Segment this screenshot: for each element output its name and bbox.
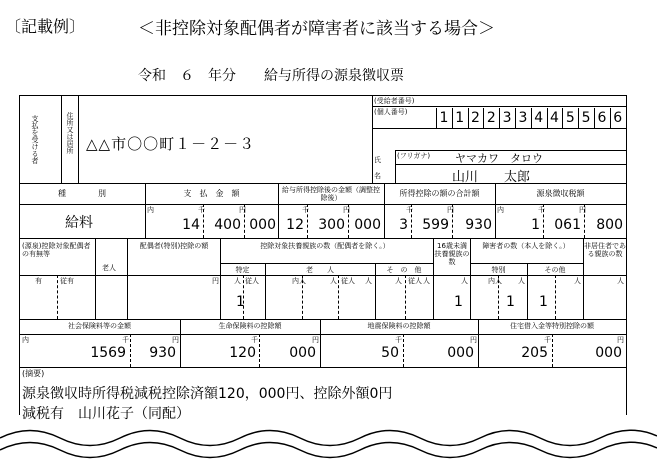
spouse-special-header: 配偶者(特別)控除の額 [139,242,209,250]
unit-en: 円 [617,336,624,344]
ded-ones: 599 [422,217,449,233]
disabled-special-header: 特別 [491,266,506,274]
unit-jyu: 従人 [408,277,422,285]
furigana-label: (フリガナ) [397,152,431,160]
housing-header: 住宅借入金等特別控除の額 [510,322,594,330]
unit-sen: 千 [198,206,205,214]
form-title: 令和 ６ 年分 給与所得の源泉徴収票 [138,68,404,84]
type-value: 給料 [65,215,93,231]
unit-uchi: 内 [497,206,504,214]
unit-uchi-nin: 内人 [292,277,306,285]
dependents-header: 控除対象扶養親族の数（配偶者を除く。） [260,242,390,250]
pay-thousands: 14 [182,217,200,233]
after-ones: 300 [318,217,345,233]
unit-sen: 千 [302,206,309,214]
pay-amount-header: 支 払 金 額 [183,189,240,198]
torn-edge [0,420,657,467]
unit-en: 円 [312,336,319,344]
furigana-value: ヤマカワ タロウ [455,152,543,165]
unit-nin: 人 [461,277,468,285]
quake-ins-header: 地震保険料の控除額 [367,322,431,330]
elder-header: 老 人 [306,266,334,274]
unit-nin: 人 [617,277,624,285]
summary-line-2: 減税有 山川花子（同配） [22,406,190,422]
unit-jyu: 従人 [245,277,259,285]
unit-en: 円 [212,277,219,285]
spouse-exist-header: (源泉)控除対象配偶者の有無等 [22,242,91,258]
ded-rest: 930 [465,217,492,233]
personal-no-label: (個人番号) [374,108,408,116]
life-rest: 000 [289,345,316,361]
personal-number-digit: 3 [502,110,512,126]
unit-nin: 人 [518,277,525,285]
quake-thousands: 50 [381,345,399,361]
disabled-special-count: 1 [506,294,515,310]
wh-ones: 061 [554,217,581,233]
deduction-total-header: 所得控除の額の合計額 [399,189,480,198]
unit-en: 円 [239,206,246,214]
disabled-header: 障害者の数（本人を除く。） [482,242,570,250]
under16-count: 1 [454,294,463,310]
personal-number-digit: 2 [471,110,480,126]
unit-en: 円 [172,336,179,344]
wh-thousands: 1 [531,217,540,233]
pay-rest: 000 [249,217,276,233]
unit-en: 円 [447,206,454,214]
heading: ＜非控除対象配偶者が障害者に該当する場合＞ [138,19,495,39]
unit-nin: 人 [574,277,581,285]
example-label: 〔記載例〕 [5,17,86,36]
pay-recipient-label: 支払を受ける者 [31,115,39,164]
unit-sen: 千 [544,336,551,344]
jyu-have-label: 従有 [60,277,74,285]
unit-sen: 千 [538,206,545,214]
housing-thousands: 205 [521,345,548,361]
personal-number-digit: 3 [518,110,528,126]
personal-number-digit: 1 [455,110,465,126]
under16-header: 16歳未満扶養親族の数 [434,242,470,266]
other-header: そ の 他 [386,266,422,274]
specific-count: 1 [236,294,245,310]
personal-number-digit: 2 [486,110,496,126]
nonresident-header: 非居住者である親族の数 [584,242,626,258]
ded-thousands: 3 [399,217,408,233]
unit-en: 円 [579,206,586,214]
unit-jyu: 従人 [341,277,355,285]
pay-ones: 400 [214,217,241,233]
social-ins-header: 社会保険料等の金額 [68,322,131,330]
unit-en: 円 [470,336,477,344]
unit-en: 円 [343,206,350,214]
social-thousands: 1569 [90,345,126,361]
address-label: 住所又は居所 [66,112,74,154]
specific-header: 特定 [235,266,250,274]
disabled-other-count: 1 [539,294,548,310]
after-thousands: 12 [286,217,304,233]
wh-rest: 800 [596,217,623,233]
personal-number-digit: 5 [565,110,575,126]
after-rest: 000 [354,217,381,233]
personal-number-digit: 4 [534,110,544,126]
personal-number-digit: 6 [613,110,623,126]
unit-sen: 千 [395,336,402,344]
address-value: △△市〇〇町１－２－３ [86,135,256,153]
receiver-no-label: (受給者番号) [374,97,415,105]
unit-nin: 人 [395,277,402,285]
personal-number-digit: 5 [581,110,591,126]
unit-nin: 人 [234,277,241,285]
life-ins-header: 生命保険料の控除額 [218,322,282,330]
housing-rest: 000 [595,345,622,361]
unit-uchi: 内 [147,206,154,214]
unit-sen: 千 [251,336,258,344]
name-label-2: 名 [374,172,381,180]
life-thousands: 120 [229,345,256,361]
unit-nin: 人 [330,277,337,285]
unit-sen: 千 [406,206,413,214]
name-value: 山川 太郎 [452,170,531,185]
personal-number-digit: 1 [439,110,449,126]
after-deduction-header: 給与所得控除後の金額（調整控除後） [282,186,380,202]
have-label: 有 [35,277,42,285]
unit-sen: 千 [122,336,129,344]
personal-number-digit: 4 [550,110,559,126]
unit-nin: 人 [423,277,430,285]
unit-uchi: 内 [22,336,29,344]
name-label: 氏 [374,156,381,164]
withholding-header: 源泉徴収税額 [536,189,585,198]
disabled-other-header: その他 [544,266,566,274]
summary-line-1: 源泉徴収時所得税減税控除済額120，000円、控除外額0円 [22,386,393,402]
unit-uchi-nin: 内人 [488,277,502,285]
summary-label: (摘要) [22,369,45,378]
type-header: 種 別 [58,189,106,198]
social-rest: 930 [149,345,176,361]
quake-rest: 000 [447,345,474,361]
personal-number-digit: 6 [597,110,607,126]
unit-nin: 人 [365,277,372,285]
elderly-header: 老人 [102,264,116,272]
